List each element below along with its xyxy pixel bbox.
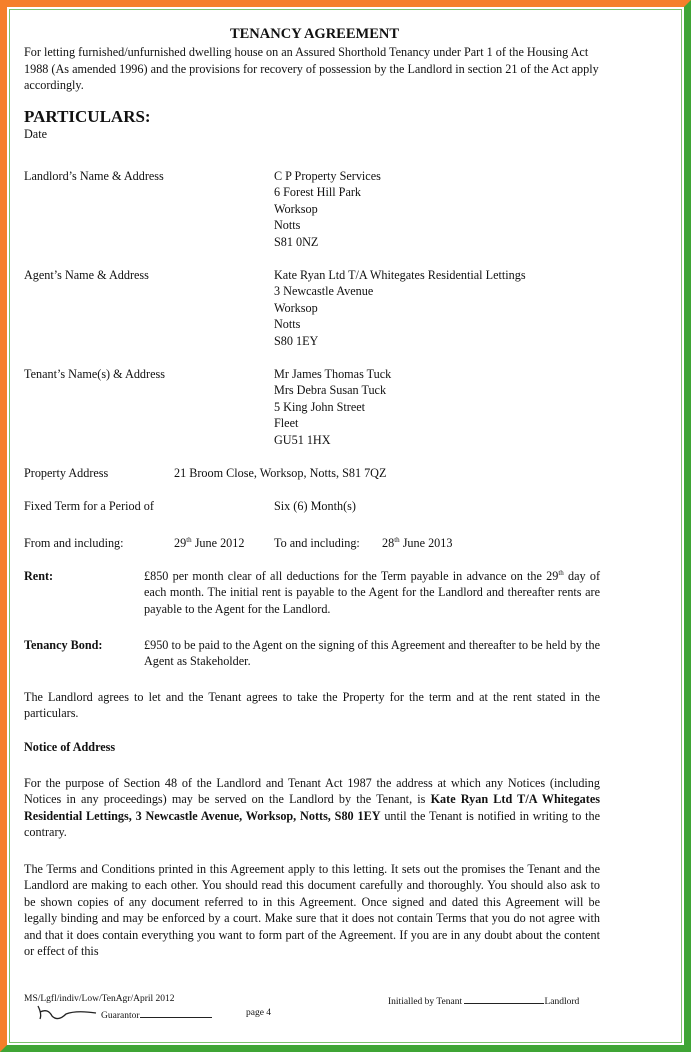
rent-text-1: £850 per month clear of all deductions for the Term payable in advance on the 29	[144, 569, 559, 583]
document-title: TENANCY AGREEMENT	[229, 26, 400, 42]
address-line: Notts	[274, 218, 301, 233]
term-label: Fixed Term for a Period of	[24, 499, 154, 513]
to-rest: June 2013	[399, 536, 453, 550]
to-date	[382, 535, 452, 551]
term-value: Six (6) Month(s)	[274, 499, 356, 513]
tenant-label: Tenant’s Name(s) & Address	[24, 367, 165, 381]
notice-address-bold: Kate Ryan Ltd T/A Whitegates Residential Lettings, 3 Newcastle Avenue, Worksop, Notts, S80 1EY	[24, 792, 600, 823]
rent-sup: th	[558, 568, 564, 577]
address-line: 5 King John Street	[274, 399, 366, 414]
bond-label: Tenancy Bond:	[24, 638, 103, 652]
address-line: S81 0NZ	[274, 234, 319, 249]
address-line: Worksop	[274, 300, 318, 315]
address-line: C P Property Services	[274, 169, 381, 183]
signature-mark	[36, 1002, 106, 1022]
footer-guarantor	[101, 1008, 212, 1021]
notice-paragraph	[24, 775, 600, 841]
footer-reference: MS/Lgfl/indiv/Low/TenAgr/April 2012	[24, 994, 175, 1004]
document-header	[24, 26, 601, 142]
from-date	[174, 535, 244, 551]
agreement-paragraph: The Landlord agrees to let and the Tenant agrees to take the Property for the term and at the rent stated in the particulars.	[24, 690, 600, 721]
address-line: S80 1EY	[274, 333, 319, 348]
property-label: Property Address	[24, 466, 109, 480]
address-line: 3 Newcastle Avenue	[274, 284, 374, 299]
address-line: GU51 1HX	[274, 432, 331, 447]
landlord-address	[274, 168, 381, 250]
property-address: 21 Broom Close, Worksop, Notts, S81 7QZ	[174, 466, 387, 480]
page-number: page 4	[246, 1008, 272, 1018]
particulars-heading: PARTICULARS:	[24, 106, 151, 126]
notice-text-2: until the Tenant is notified in writing to the contrary.	[24, 808, 601, 840]
address-line: Fleet	[274, 416, 299, 431]
guarantor-line	[140, 1008, 212, 1018]
guarantor-label: Guarantor	[101, 1011, 140, 1021]
landlord-label: Landlord’s Name & Address	[24, 169, 164, 183]
rent-text	[144, 568, 600, 617]
from-label: From and including:	[24, 536, 124, 550]
notice-text-1: For the purpose of Section 48 of the Landlord and Tenant Act 1987 the address at which any Notices (including Notices in any proceedings) may be served on the Landlord by the Tenant, is	[24, 776, 600, 807]
bond-text: £950 to be paid to the Agent on the signing of this Agreement and thereafter to be held by the Agent as Stakeholder.	[144, 638, 600, 669]
footer-initialled	[388, 994, 579, 1007]
landlord-initial-label: Landlord	[544, 997, 580, 1007]
from-rest: June 2012	[191, 536, 245, 550]
from-day: 29	[174, 536, 187, 550]
address-line: Mr James Thomas Tuck	[274, 367, 392, 381]
tenant-address	[274, 366, 391, 448]
address-line: Kate Ryan Ltd T/A Whitegates Residential Lettings	[274, 268, 526, 282]
from-suffix: th	[186, 535, 192, 544]
notice-heading: Notice of Address	[24, 740, 116, 754]
agent-label: Agent’s Name & Address	[24, 268, 149, 282]
initialled-label: Initialled by Tenant	[388, 997, 463, 1007]
rent-label: Rent:	[24, 569, 54, 583]
date-label: Date	[24, 126, 48, 141]
to-suffix: th	[394, 535, 400, 544]
to-label: To and including:	[274, 536, 360, 550]
to-day: 28	[382, 536, 395, 550]
terms-paragraph: The Terms and Conditions printed in this Agreement apply to this letting. It sets out the promises the Tenant and the Landlord are making to each other. You should read this document carefully and thoroughly. You should also ask to be shown copies of any document referred to in this Agreement. Once signed and dated this Agreement will be legally binding and may be enforced by a court. Make sure that it does not contain Terms that you do not agree with and that it does contain everything you want to form part of the Agreement. If you are in any doubt about the content or effect of this	[24, 862, 600, 959]
intro-paragraph: For letting furnished/unfurnished dwelling house on an Assured Shorthold Tenancy under Part 1 of the Housing Act 1988 (As amended 1996) and the provisions for recovery of possession by the Landlord in section 21 of the Act apply accordingly.	[24, 45, 599, 93]
address-line: Worksop	[274, 201, 318, 216]
address-line: Notts	[274, 317, 301, 332]
tenant-initial-line	[464, 994, 544, 1004]
address-line: Mrs Debra Susan Tuck	[274, 383, 387, 398]
agent-address	[274, 267, 526, 349]
address-line: 6 Forest Hill Park	[274, 185, 362, 200]
rent-text-2: day of each month. The initial rent is payable to the Agent for the Landlord and thereafter rents are payable to the Agent for the Landlord.	[144, 569, 601, 616]
